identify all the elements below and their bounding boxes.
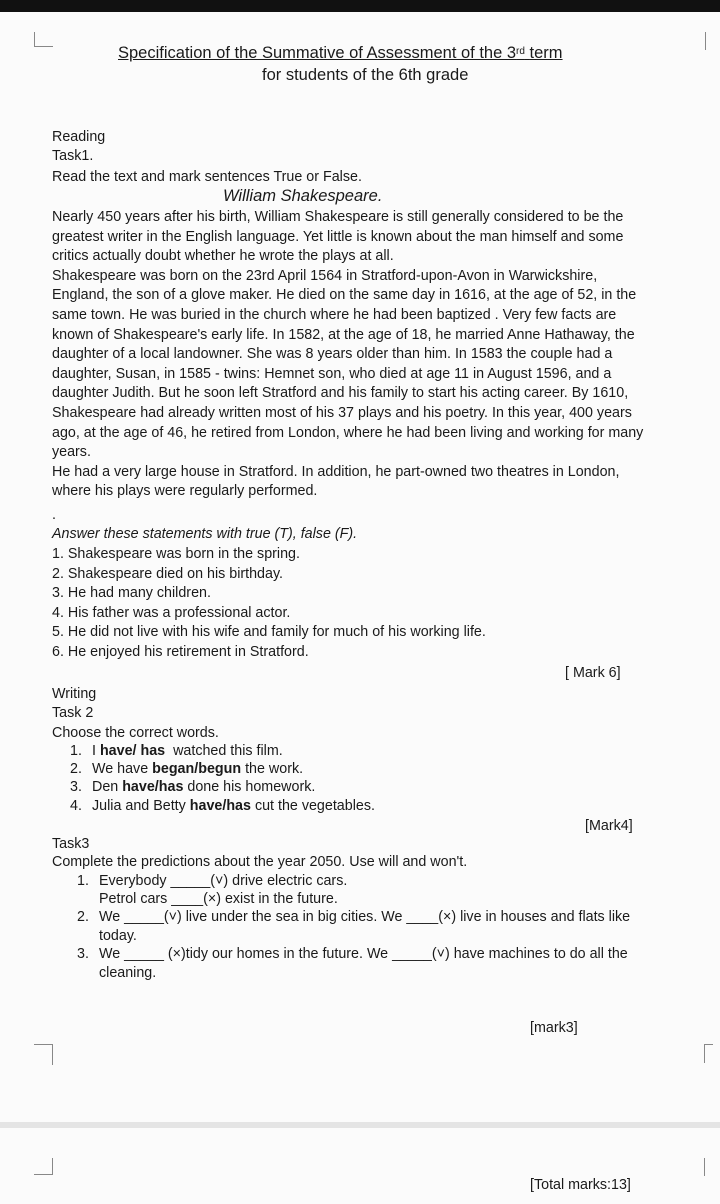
total-marks: [Total marks:13] [530,1177,631,1193]
choice-options: have/has [122,779,184,796]
passage-line: Nearly 450 years after his birth, William Shakespeare is still generally considered to be the [52,209,624,225]
choice-text: the work. [241,761,304,778]
prediction-text: We _____(˅) live under the sea in big cities. We ____(×) live in houses and flats like [99,909,631,925]
choice-text: We have [92,761,153,778]
choice-number: 2. [70,761,82,778]
passage-line: Shakespeare was born on the 23rd April 1564 in Stratford-upon-Avon in Warwickshire, [52,267,598,284]
choice-text: watched this film. [165,743,283,759]
statement-item: 1. Shakespeare was born in the spring. [52,546,300,562]
prediction-line [77,890,338,910]
passage-line: He had a very large house in Stratford. In addition, he part-owned two theatres in London, [52,463,620,480]
text-title: William Shakespeare. [223,187,383,205]
prediction-number: 2. [77,909,89,925]
crop-mark [34,1044,53,1065]
choice-item [70,742,283,762]
statement-item: 5. He did not live with his wife and family for much of his working life. [52,624,486,641]
statement-item: 2. Shakespeare died on his birthday. [52,565,284,582]
statement-item: 4. His father was a professional actor. [52,604,291,621]
choice-text: cut the vegetables. [250,797,375,814]
prediction-line [77,908,630,928]
prediction-line [77,872,347,892]
choice-item [70,760,303,780]
choice-text: I [92,743,100,759]
choice-number: 3. [70,779,82,796]
crop-mark [697,32,706,50]
passage-line: daughter of a local landowner. She was 8 years older than him. In 1583 the couple had a [52,346,613,363]
passage-line: Shakespeare had already written most of his 37 plays and his poetry. In this year, 400 years [52,405,632,421]
passage-line: same town. He was buried in the church where he had been baptized . Very few facts are [52,307,617,323]
prediction-line [77,945,628,965]
statement-item: 6. He enjoyed his retirement in Stratford. [52,644,309,660]
crop-mark [34,1158,53,1175]
crop-mark [704,1158,713,1176]
prediction-text: Petrol cars ____(×) exist in the future. [99,891,338,907]
passage-line: greatest writer in the English language. Yet little is known about the man himself and some [52,228,624,245]
document-title: Specification of the Summative of Assessment of the 3rd term [118,44,563,62]
passage-line: known of Shakespeare's early life. In 1582, at the age of 18, he married Anne Hathaway, the [52,326,635,343]
task3-label: Task3 [52,836,90,852]
prediction-text: today. [99,928,137,944]
task1-instruction: Read the text and mark sentences True or False. [52,169,362,185]
crop-mark [704,1044,713,1063]
task1-label: Task1. [52,148,94,164]
passage-line: years. [52,444,91,461]
prediction-text: cleaning. [99,965,157,981]
choice-number: 1. [70,743,82,759]
passage-line: where his plays were regularly performed. [52,483,318,500]
prediction-number: 3. [77,946,89,962]
passage-line: daughter, Susan, in 1585 - twins: Hemnet son, who died at age 11 in August 1596, and a [52,365,612,382]
prediction-text: Everybody _____(˅) drive electric cars. [99,873,348,889]
prediction-number: 1. [77,873,89,889]
choice-text: Julia and Betty [92,797,190,814]
prediction-line [77,964,156,984]
task3-instruction: Complete the predictions about the year 2050. Use will and won't. [52,854,468,870]
choice-text: Den [92,779,123,796]
document-subtitle: for students of the 6th grade [262,66,469,84]
reading-heading: Reading [52,129,106,145]
passage-line: England, the son of a glove maker. He died on the same day in 1616, at the age of 52, in the [52,287,637,304]
passage-line: critics actually doubt whether he wrote the plays at all. [52,248,394,265]
reading-mark: [ Mark 6] [565,665,621,681]
task2-label: Task 2 [52,705,94,721]
choice-options: have/ has [99,743,166,759]
top-bar [0,0,720,12]
choice-options: began/begun [152,761,242,778]
passage-line: ago, at the age of 46, he retired from London, where he had been living and working for many [52,424,644,441]
choice-item [70,778,315,798]
dot-mark: . [52,507,56,523]
task3-mark: [mark3] [530,1020,578,1036]
choice-text: done his homework. [183,779,316,796]
writing-heading: Writing [52,686,97,702]
choice-number: 4. [70,797,82,814]
prediction-line [77,927,137,947]
crop-mark [34,32,53,47]
choice-options: have/has [189,797,251,814]
passage-line: daughter Judith. But he soon left Stratford and his family to start his acting career. By 1610, [52,385,629,402]
statement-item: 3. He had many children. [52,585,211,602]
choice-item [70,797,375,817]
writing-mark: [Mark4] [585,818,633,834]
task2-instruction: Choose the correct words. [52,725,219,741]
statements-heading: Answer these statements with true (T), false (F). [52,526,358,542]
prediction-text: We _____ (×)tidy our homes in the future. We _____(˅) have machines to do all the [99,946,628,962]
